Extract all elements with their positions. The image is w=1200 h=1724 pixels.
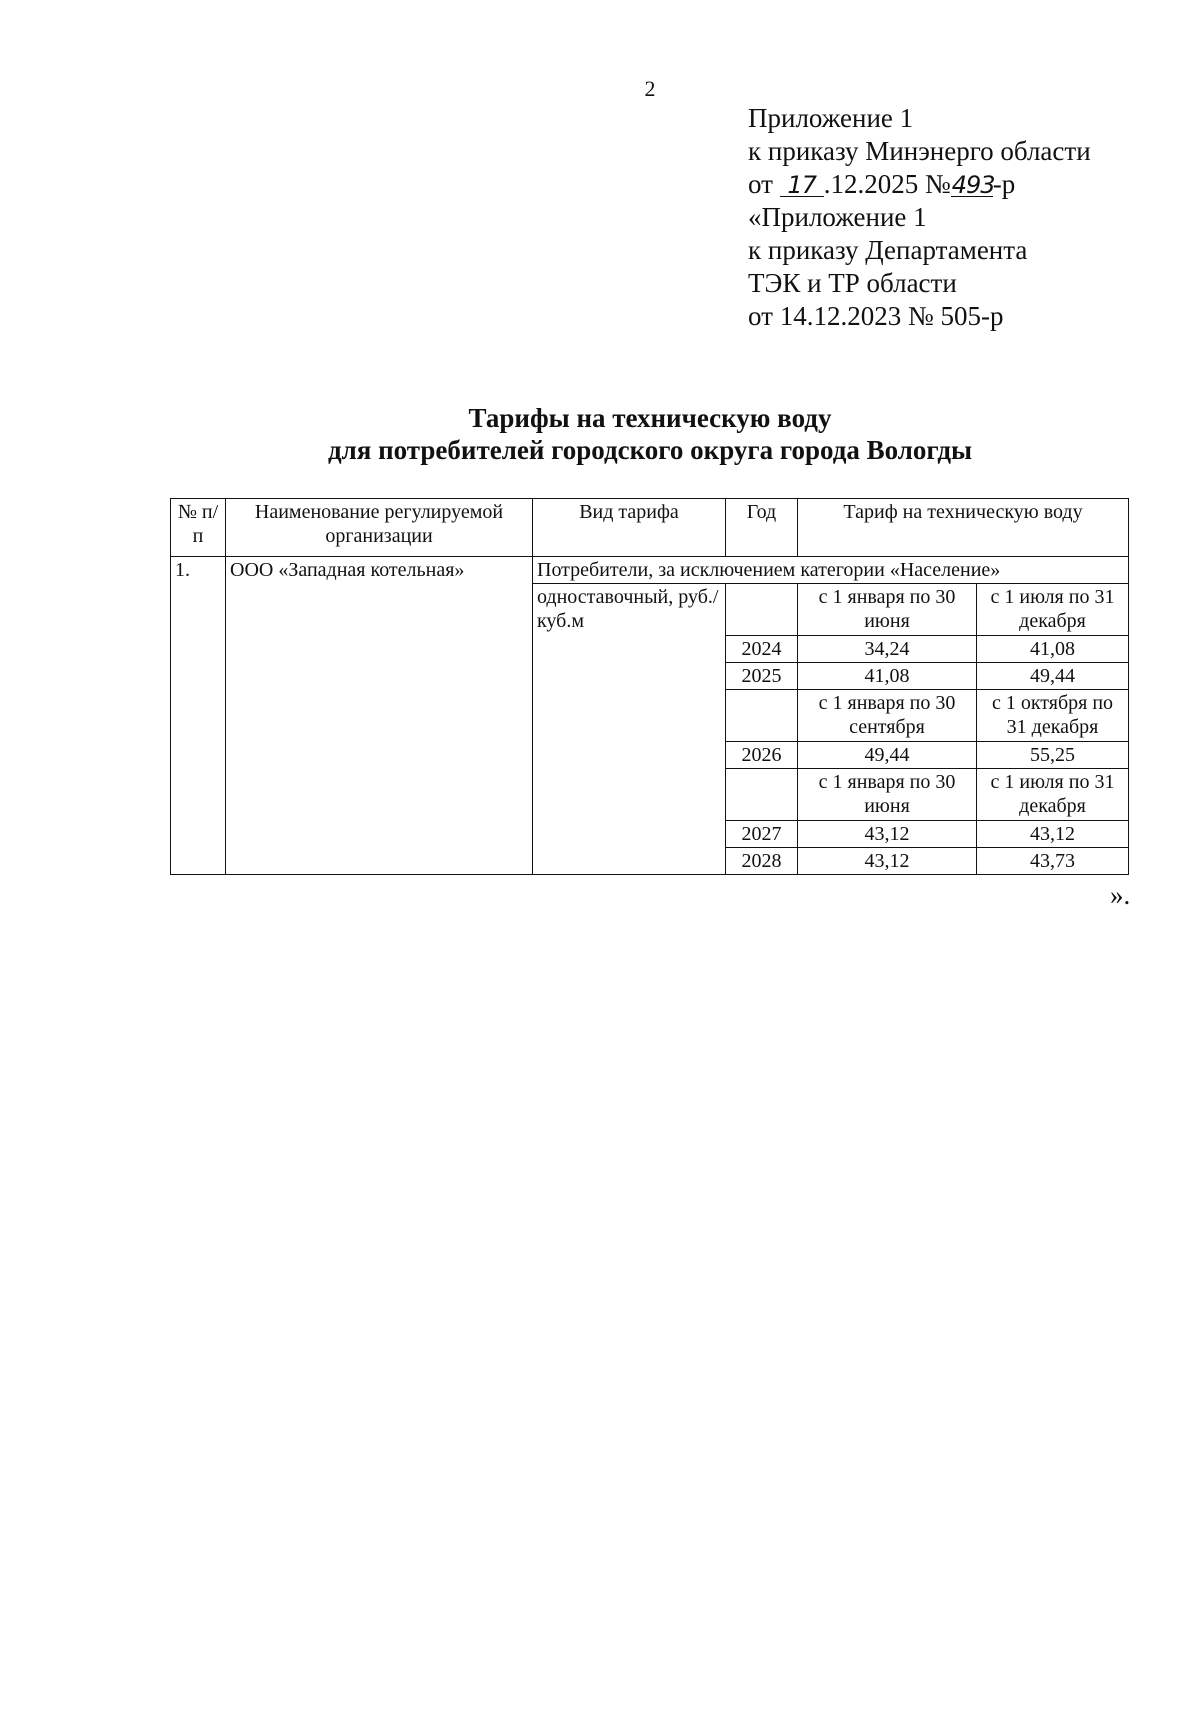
header-org: Наименование регулируемой организации <box>226 499 533 557</box>
period-cell: с 1 января по 30 сентября <box>798 690 977 742</box>
period-cell: с 1 января по 30 июня <box>798 769 977 821</box>
page-number: 2 <box>644 76 656 101</box>
value-cell: 55,25 <box>977 742 1129 769</box>
value-cell: 43,12 <box>977 821 1129 848</box>
value-cell: 49,44 <box>977 663 1129 690</box>
period-cell: с 1 июля по 31 декабря <box>977 769 1129 821</box>
document-title-line-1: Тарифы на техническую воду <box>468 403 832 433</box>
year-cell: 2025 <box>726 663 798 690</box>
header-num: № п/п <box>171 499 226 557</box>
empty-cell <box>726 769 798 821</box>
header-tariff-type: Вид тарифа <box>533 499 726 557</box>
header-tariff: Тариф на техническую воду <box>798 499 1129 557</box>
appendix-line-1: Приложение 1 <box>748 103 914 133</box>
empty-cell <box>726 690 798 742</box>
appendix-date-suffix: -р <box>992 169 1016 199</box>
value-cell: 49,44 <box>798 742 977 769</box>
handwritten-order-number: 493 <box>951 171 995 199</box>
appendix-line-6: ТЭК и ТР области <box>748 268 957 298</box>
year-cell: 2026 <box>726 742 798 769</box>
appendix-line-3 <box>748 168 1091 201</box>
value-cell: 43,73 <box>977 848 1129 875</box>
appendix-line-7: от 14.12.2023 № 505-р <box>748 301 1004 331</box>
document-title <box>0 402 1200 466</box>
document-title-line-2: для потребителей городского округа города Вологды <box>327 435 973 465</box>
year-cell: 2027 <box>726 821 798 848</box>
tariff-type: одноставочный, руб./куб.м <box>533 584 726 875</box>
handwritten-day: 17 <box>780 174 824 197</box>
row-number: 1. <box>171 557 226 875</box>
appendix-line-5: к приказу Департамента <box>748 235 1028 265</box>
consumer-category: Потребители, за исключением категории «Население» <box>533 557 1129 584</box>
value-cell: 43,12 <box>798 821 977 848</box>
value-cell: 34,24 <box>798 636 977 663</box>
period-cell: с 1 октября по 31 декабря <box>977 690 1129 742</box>
table-header-row <box>171 499 1129 557</box>
empty-cell <box>726 584 798 636</box>
appendix-date-middle: .12.2025 № <box>823 169 951 199</box>
value-cell: 41,08 <box>798 663 977 690</box>
closing-quote: ». <box>1110 880 1131 910</box>
year-cell: 2024 <box>726 636 798 663</box>
appendix-block <box>748 102 1091 333</box>
appendix-date-prefix: от <box>748 169 780 199</box>
appendix-line-2: к приказу Минэнерго области <box>748 136 1091 166</box>
value-cell: 41,08 <box>977 636 1129 663</box>
org-name: ООО «Западная котельная» <box>226 557 533 875</box>
header-year: Год <box>726 499 798 557</box>
period-cell: с 1 января по 30 июня <box>798 584 977 636</box>
table-row <box>171 557 1129 584</box>
year-cell: 2028 <box>726 848 798 875</box>
appendix-line-4: «Приложение 1 <box>748 202 927 232</box>
period-cell: с 1 июля по 31 декабря <box>977 584 1129 636</box>
tariff-table <box>170 498 1129 875</box>
value-cell: 43,12 <box>798 848 977 875</box>
